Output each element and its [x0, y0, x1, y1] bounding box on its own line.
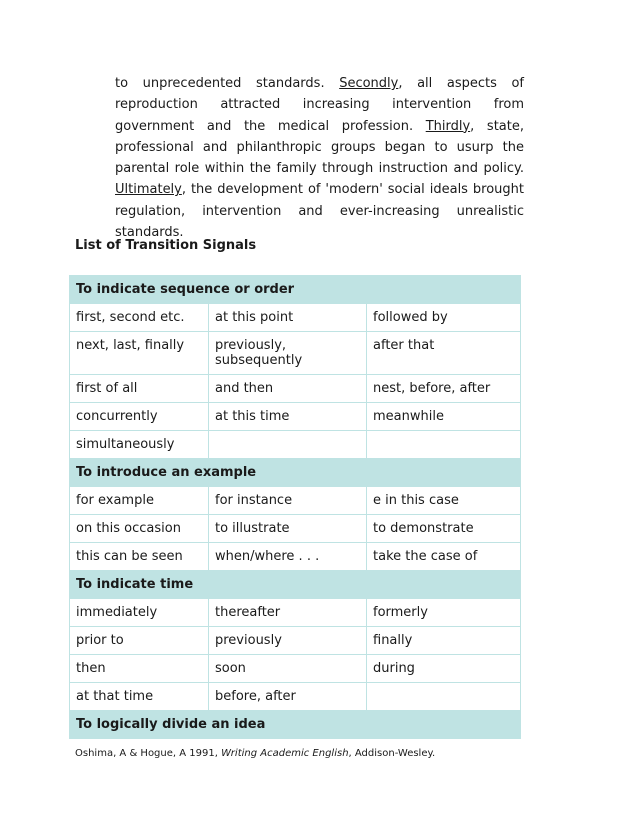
section-header-row [70, 276, 521, 304]
section-title: To indicate time [70, 571, 521, 599]
table-cell [367, 431, 521, 459]
table-cell: this can be seen [70, 543, 209, 571]
table-cell: after that [367, 332, 521, 375]
table-row [70, 543, 521, 571]
section-title: To indicate sequence or order [70, 276, 521, 304]
table-cell: meanwhile [367, 403, 521, 431]
table-cell: on this occasion [70, 515, 209, 543]
section-header-row [70, 711, 521, 739]
table-cell: for example [70, 487, 209, 515]
section-header-row [70, 571, 521, 599]
table-cell [209, 431, 367, 459]
section-header-row [70, 459, 521, 487]
underlined-thirdly: Thirdly [425, 118, 471, 134]
table-row [70, 655, 521, 683]
table-cell: at this point [209, 304, 367, 332]
table-cell: previously [209, 627, 367, 655]
table-cell: thereafter [209, 599, 367, 627]
table-row [70, 487, 521, 515]
table-cell: prior to [70, 627, 209, 655]
table-cell: first of all [70, 375, 209, 403]
table-cell: to illustrate [209, 515, 367, 543]
table-cell: when/where . . . [209, 543, 367, 571]
table-cell: finally [367, 627, 521, 655]
table-row [70, 304, 521, 332]
body-paragraph [115, 73, 524, 243]
table-cell: during [367, 655, 521, 683]
table-row [70, 403, 521, 431]
table-cell: formerly [367, 599, 521, 627]
table-cell: immediately [70, 599, 209, 627]
table-cell: soon [209, 655, 367, 683]
paragraph-text: , all aspects of reproduction attracted increasing intervention from government and the medical profession. [115, 76, 524, 134]
citation [75, 748, 435, 759]
table-cell: followed by [367, 304, 521, 332]
table-row [70, 683, 521, 711]
section-title: To logically divide an idea [70, 711, 521, 739]
table-cell [367, 683, 521, 711]
table-cell: concurrently [70, 403, 209, 431]
table-cell: e in this case [367, 487, 521, 515]
table-cell: at this time [209, 403, 367, 431]
table-cell: next, last, finally [70, 332, 209, 375]
table-row [70, 599, 521, 627]
table-cell: first, second etc. [70, 304, 209, 332]
transition-signals-table [69, 275, 521, 739]
citation-authors: Oshima, A & Hogue, A 1991, [75, 748, 222, 759]
paragraph-text: , the development of 'modern' social ideals brought regulation, intervention and ever-increasing unrealistic standards. [115, 182, 524, 241]
paragraph-text: to unprecedented standards. [115, 76, 340, 91]
citation-title: Writing Academic English [221, 748, 349, 759]
table-cell: then [70, 655, 209, 683]
section-heading: List of Transition Signals [75, 238, 257, 253]
table-cell: before, after [209, 683, 367, 711]
table-row [70, 627, 521, 655]
table-row [70, 431, 521, 459]
table-cell: and then [209, 375, 367, 403]
underlined-ultimately: Ultimately [115, 182, 182, 198]
table-row [70, 515, 521, 543]
table-cell: previously, subsequently [209, 332, 367, 375]
paragraph-text: , state, professional and philanthropic groups began to usurp the parental role within the family through instruction and policy. [115, 118, 524, 177]
table-row [70, 375, 521, 403]
section-title: To introduce an example [70, 459, 521, 487]
table-cell: at that time [70, 683, 209, 711]
table-cell: take the case of [367, 543, 521, 571]
table-cell: to demonstrate [367, 515, 521, 543]
table-cell: nest, before, after [367, 375, 521, 403]
underlined-secondly: Secondly [339, 76, 399, 91]
table-cell: for instance [209, 487, 367, 515]
table-cell: simultaneously [70, 431, 209, 459]
citation-publisher: , Addison-Wesley. [348, 748, 436, 759]
table-row [70, 332, 521, 375]
